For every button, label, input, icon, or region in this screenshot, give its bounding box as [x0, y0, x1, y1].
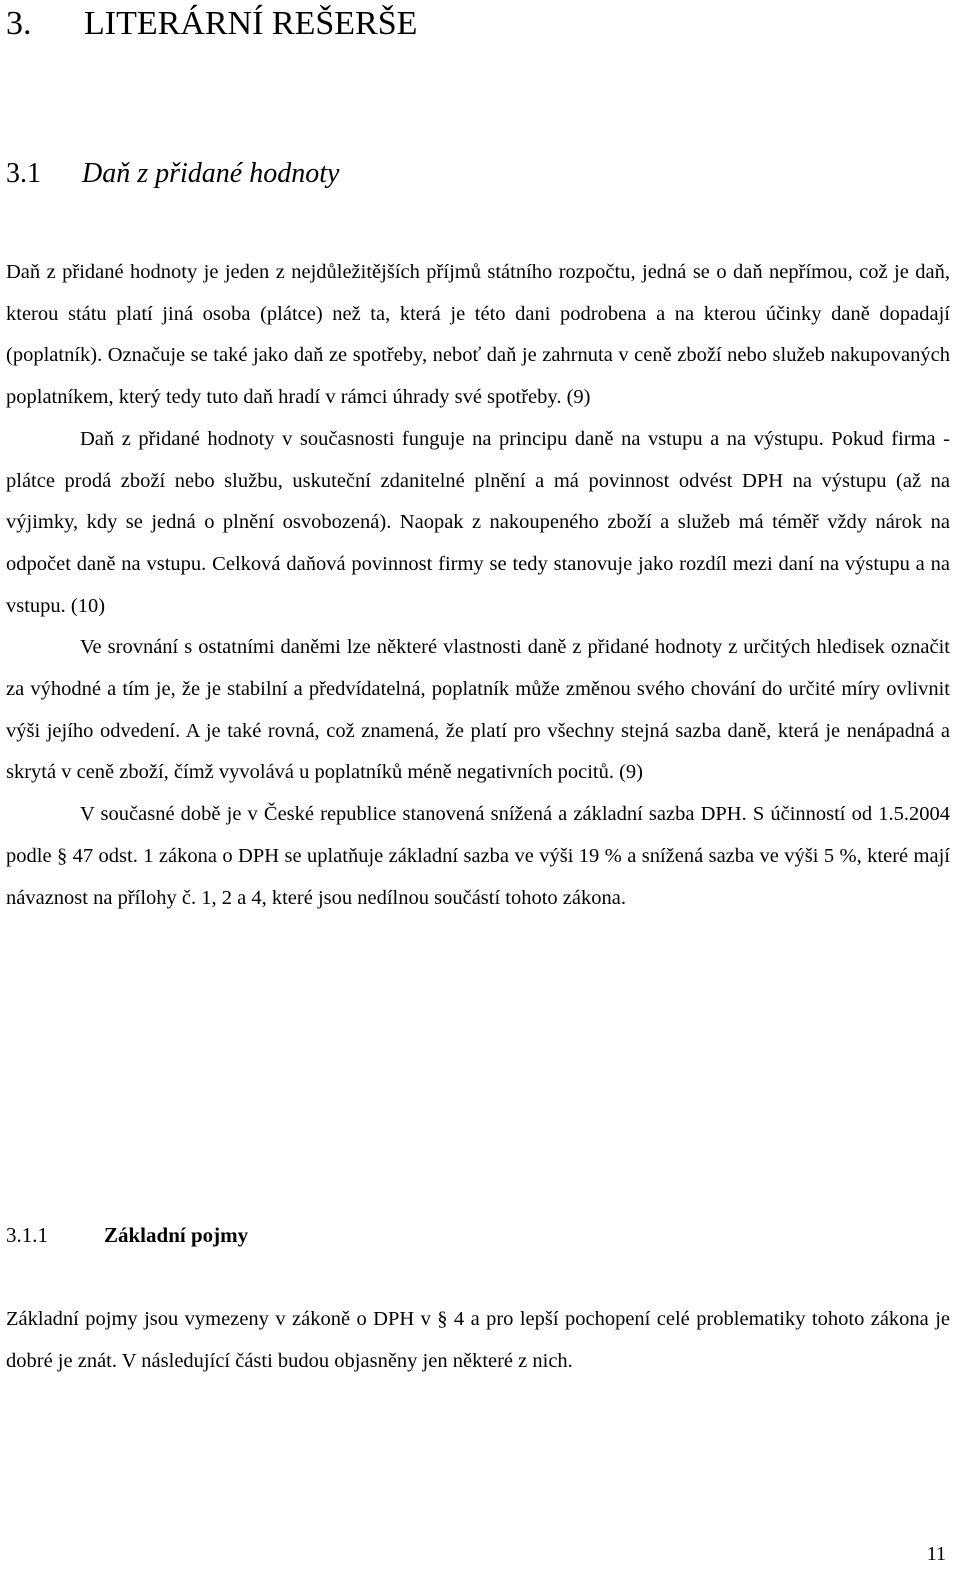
subsection-body [6, 1299, 950, 1382]
paragraph: Základní pojmy jsou vymezeny v zákoně o DPH v § 4 a pro lepší pochopení celé problematiky tohoto zákona je dobré je znát. V následující části budou objasněny jen některé z nich. [6, 1308, 950, 1372]
page-number: 11 [926, 1543, 946, 1565]
subsection-number: 3.1.1 [6, 1223, 48, 1247]
section-body [6, 252, 950, 919]
paragraph: V současné době je v České republice stanovená snížená a základní sazba DPH. S účinností od 1.5.2004 podle § 47 odst. 1 zákona o DPH se uplatňuje základní sazba ve výši 19 % a snížená sazba ve výši 5 %, které mají návaznost na přílohy č. 1, 2 a 4, které jsou nedílnou součástí tohoto zákona. [6, 803, 950, 909]
chapter-heading [6, 2, 417, 46]
section-heading [6, 156, 339, 192]
paragraph: Ve srovnání s ostatními daněmi lze některé vlastnosti daně z přidané hodnoty z určitých hledisek označit za výhodné a tím je, že je stabilní a předvídatelná, poplatník může změnou svého chování do určité míry ovlivnit výši jejího odvedení. A je také rovná, což znamená, že platí pro všechny stejná sazba daně, která je nenápadná a skrytá v ceně zboží, čímž vyvolává u poplatníků méně negativních pocitů. (9) [6, 636, 950, 784]
chapter-number: 3. [6, 5, 32, 42]
paragraph: Daň z přidané hodnoty v současnosti funguje na principu daně na vstupu a na výstupu. Pokud firma - plátce prodá zboží nebo službu, uskuteční zdanitelné plnění a má povinnost odvést DPH na výstupu (až na výjimky, kdy se jedná o plnění osvobozená). Naopak z nakoupeného zboží a služeb má téměř vždy nárok na odpočet daně na vstupu. Celková daňová povinnost firmy se tedy stanovuje jako rozdíl mezi daní na výstupu a na vstupu. (10) [6, 427, 950, 617]
paragraph: Daň z přidané hodnoty je jeden z nejdůležitějších příjmů státního rozpočtu, jedná se o daň nepřímou, což je daň, kterou státu platí jiná osoba (plátce) než ta, která je této dani podrobena a na kterou účinky daně dopadají (poplatník). Označuje se také jako daň ze spotřeby, neboť daň je zahrnuta v ceně zboží nebo služeb nakupovaných poplatníkem, který tedy tuto daň hradí v rámci úhrady své spotřeby. (9) [6, 261, 950, 409]
subsection-heading [6, 1220, 248, 1250]
subsection-title: Základní pojmy [104, 1223, 249, 1247]
section-title: Daň z přidané hodnoty [82, 158, 340, 189]
chapter-title: LITERÁRNÍ REŠERŠE [84, 5, 418, 42]
section-number: 3.1 [6, 158, 41, 189]
